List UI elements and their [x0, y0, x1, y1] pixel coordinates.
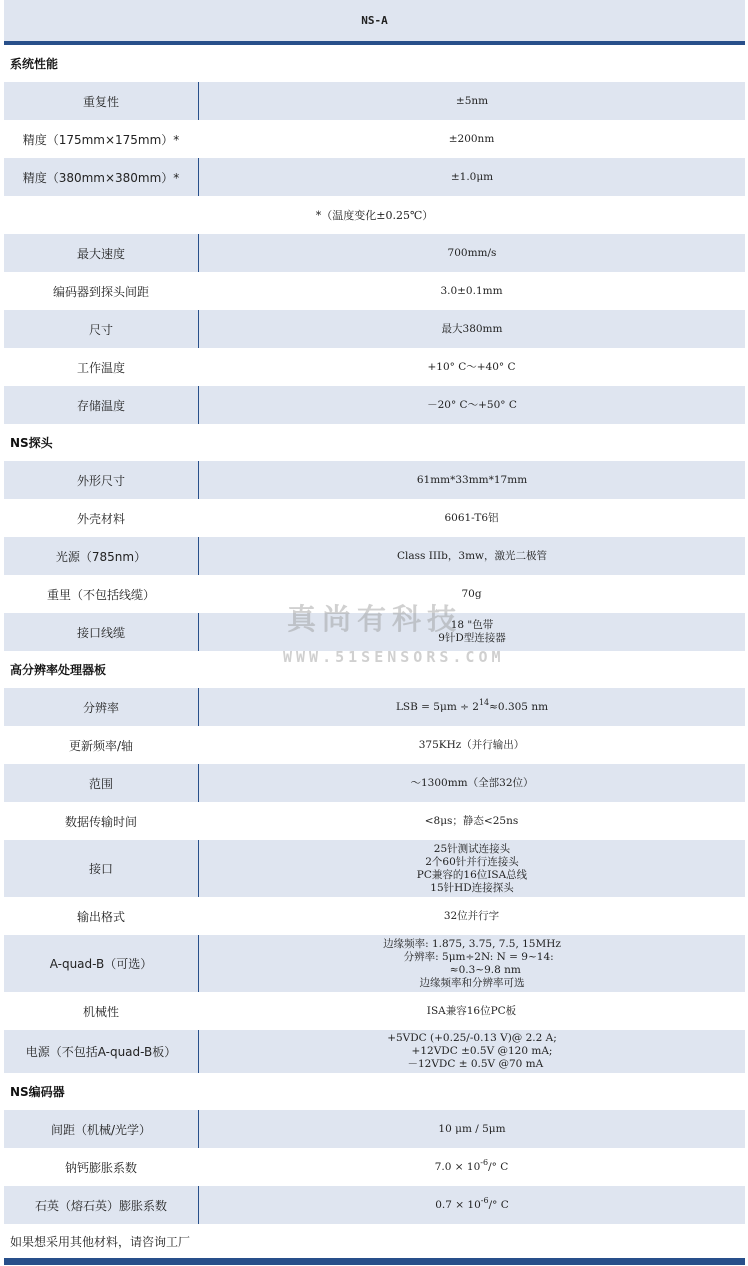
row-value: ISA兼容16位PC板 [426, 1004, 517, 1017]
row-label: 机械性 [82, 1004, 119, 1019]
table-row [4, 1186, 745, 1224]
row-label: 重复性 [4, 82, 199, 120]
row-value: +5VDC (+0.25/-0.13 V)@ 2.2 A; +12VDC ±0.5V @120 mA; －12VDC ± 0.5V @70 mA [387, 1032, 557, 1070]
table-row [4, 461, 745, 499]
row-value: +10° C～+40° C [427, 360, 516, 373]
row-label: A-quad-B（可选） [4, 935, 199, 992]
row-label: 最大速度 [4, 234, 199, 272]
footer-note: 如果想采用其他材料，请咨询工厂 [10, 1234, 191, 1249]
resolution-value-suffix: ≈0.305 nm [489, 700, 549, 713]
row-value: 6061-T6铝 [444, 511, 499, 524]
table-row [4, 120, 745, 158]
table-row [4, 1030, 745, 1073]
table-title: NS-A [361, 14, 388, 27]
table-row [4, 764, 745, 802]
row-value: 32位并行字 [443, 909, 500, 922]
table-row [4, 802, 745, 840]
table-row [4, 1148, 745, 1186]
row-value: 25针测试连接头 2个60针并行连接头 PC兼容的16位ISA总线 15针HD连接探头 [416, 842, 528, 894]
row-value: 18 "色带 9针D型连接器 [438, 619, 506, 644]
row-label: 分辨率 [4, 688, 199, 726]
row-label: 电源（不包括A-quad-B板） [4, 1030, 199, 1073]
section-title-probe: NS探头 [10, 436, 53, 450]
row-label: 接口线缆 [4, 613, 199, 651]
row-value: 375KHz（并行输出） [418, 738, 525, 751]
row-value: <8μs；静态<25ns [424, 814, 519, 827]
row-value: 边缘频率: 1.875, 3.75, 7.5, 15MHz 分辨率: 5μm÷2N: N = 9~14: ≈0.3~9.8 nm 边缘频率和分辨率可选 [383, 937, 561, 989]
row-value: 70g [461, 587, 482, 600]
resolution-value-prefix: LSB = 5μm ÷ 2 [395, 700, 479, 713]
table-row [4, 272, 745, 310]
table-row [4, 82, 745, 120]
row-value: ±5nm [455, 94, 489, 107]
row-label: 精度（380mm×380mm）* [4, 158, 199, 196]
section-title-encoder: NS编码器 [10, 1085, 65, 1099]
row-label: 输出格式 [76, 909, 125, 924]
section-title-board: 高分辨率处理器板 [10, 663, 107, 677]
row-label: 外壳材料 [76, 511, 125, 526]
watermark-url: WWW.51SENSORS.COM [283, 648, 505, 666]
table-row [4, 935, 745, 992]
soda-exponent: -6 [480, 1157, 489, 1167]
table-row [4, 726, 745, 764]
row-label: 光源（785nm） [4, 537, 199, 575]
row-value [198, 1148, 745, 1186]
table-row-note [4, 196, 745, 234]
row-label: 外形尺寸 [4, 461, 199, 499]
quartz-exponent: -6 [480, 1195, 489, 1205]
row-value: 61mm*33mm*17mm [416, 473, 528, 486]
row-label: 重里（不包括线缆） [46, 587, 155, 602]
row-label: 更新频率/轴 [68, 738, 134, 753]
bottom-rule [4, 1258, 745, 1265]
row-label: 精度（175mm×175mm）* [22, 132, 180, 147]
row-label: 工作温度 [76, 360, 125, 375]
table-row [4, 386, 745, 424]
row-value: ±1.0μm [450, 170, 494, 183]
watermark-company: 真尚有科技 [287, 602, 463, 636]
table-row [4, 1110, 745, 1148]
row-value: －20° C～+50° C [427, 398, 517, 411]
row-label: 尺寸 [4, 310, 199, 348]
table-row [4, 992, 745, 1030]
table-row [4, 537, 745, 575]
row-value: 3.0±0.1mm [440, 284, 503, 297]
row-value [199, 688, 745, 726]
quartz-value-suffix: /° C [488, 1198, 509, 1211]
temperature-note: *（温度变化±0.25℃） [315, 208, 434, 222]
quartz-value-prefix: 0.7 × 10 [435, 1198, 481, 1211]
row-value: 10 μm / 5μm [438, 1122, 506, 1135]
table-row [4, 688, 745, 726]
soda-value-prefix: 7.0 × 10 [434, 1160, 481, 1173]
row-label: 范围 [4, 764, 199, 802]
row-label: 间距（机械/光学） [4, 1110, 199, 1148]
table-row [4, 840, 745, 897]
row-label: 石英（熔石英）膨胀系数 [4, 1186, 199, 1224]
table-row [4, 348, 745, 386]
table-row [4, 897, 745, 935]
row-value: ±200nm [448, 132, 495, 145]
row-label: 接口 [4, 840, 199, 897]
row-label: 钠钙膨胀系数 [64, 1160, 137, 1175]
row-label: 数据传输时间 [64, 814, 137, 829]
row-value: ～1300mm（全部32位） [410, 776, 534, 789]
table-row [4, 310, 745, 348]
table-row [4, 234, 745, 272]
row-value: 700mm/s [447, 246, 497, 259]
soda-value-suffix: /° C [488, 1160, 509, 1173]
row-value: 最大380mm [441, 322, 503, 335]
resolution-exponent: 14 [478, 697, 490, 707]
section-title-system: 系统性能 [10, 57, 59, 71]
table-row [4, 158, 745, 196]
table-row [4, 499, 745, 537]
table-header [4, 0, 745, 45]
row-label: 编码器到探头间距 [52, 284, 149, 299]
row-value: Class IIIb，3mw，激光二极管 [396, 549, 548, 562]
row-label: 存储温度 [4, 386, 199, 424]
row-value [199, 1186, 745, 1224]
